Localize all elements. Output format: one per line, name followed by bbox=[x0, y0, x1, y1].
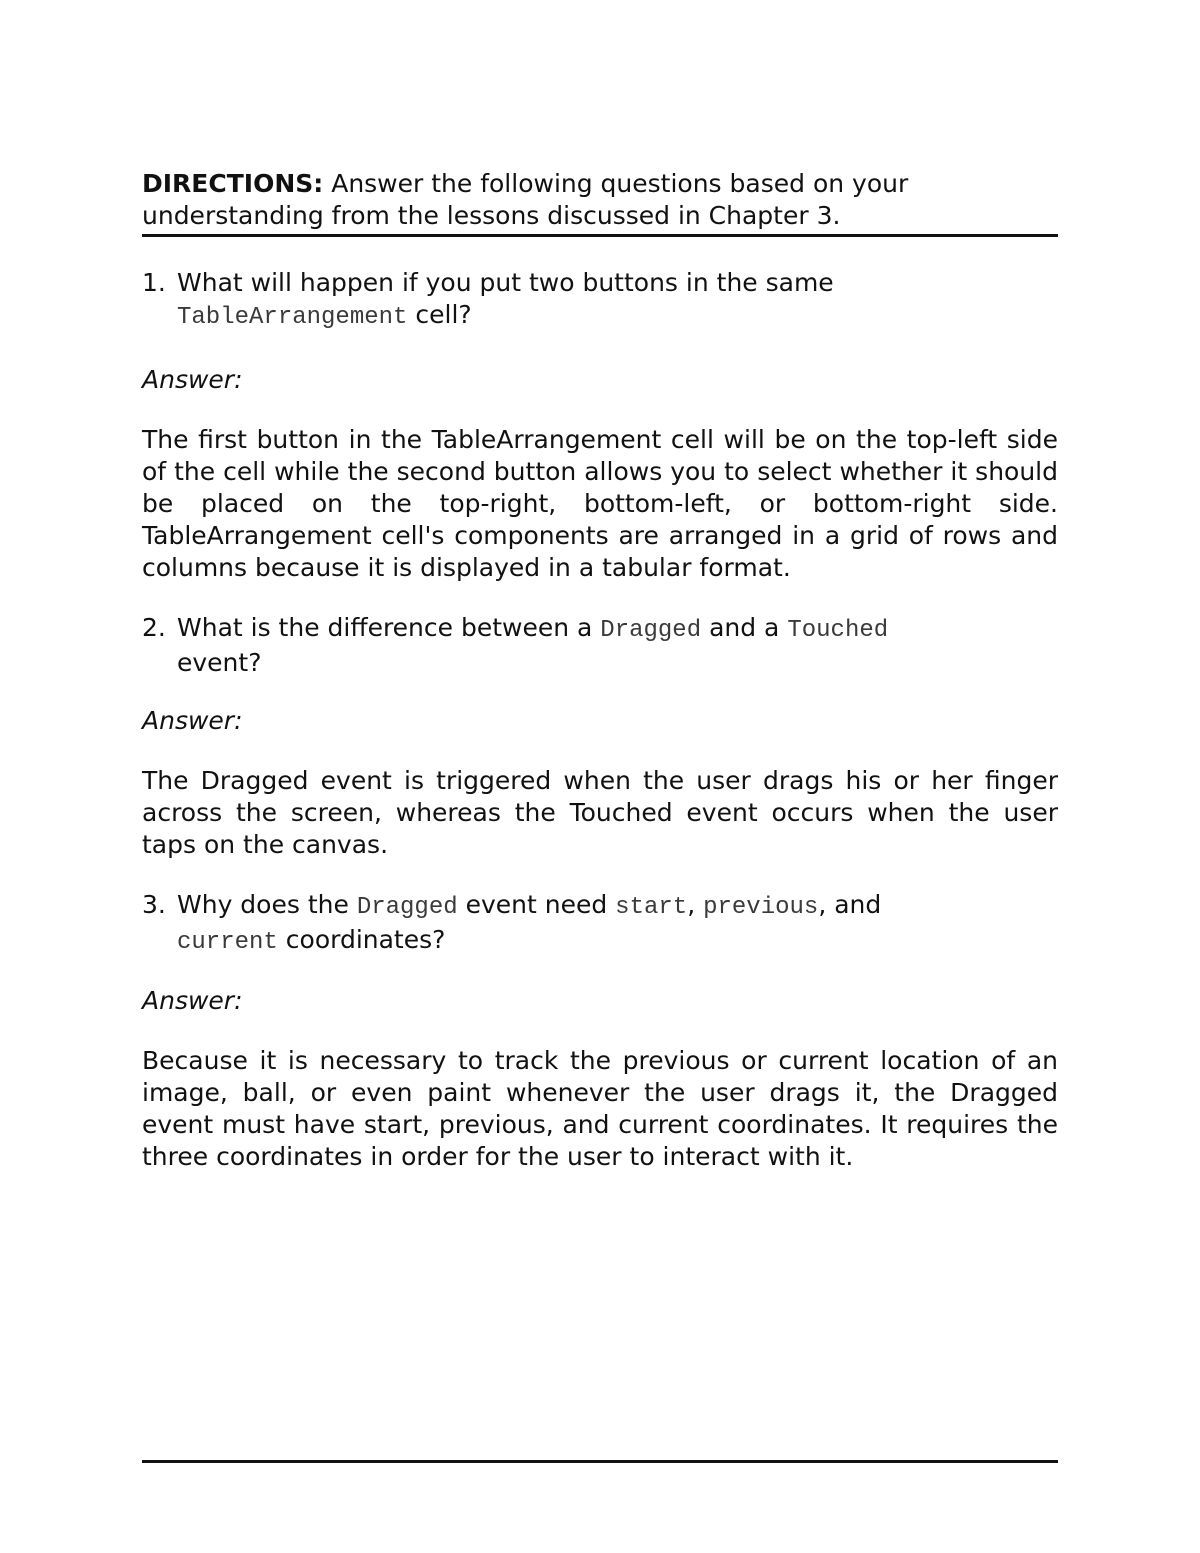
code-term: current bbox=[177, 929, 278, 956]
code-term: Touched bbox=[787, 617, 889, 644]
answer-label: Answer: bbox=[142, 706, 243, 735]
question-text bbox=[177, 267, 1058, 334]
question-2 bbox=[142, 612, 1058, 679]
code-term: start bbox=[615, 894, 688, 921]
question-1 bbox=[142, 267, 1058, 334]
directions-label: DIRECTIONS: bbox=[142, 169, 324, 198]
code-term: previous bbox=[703, 894, 819, 921]
question-number: 2. bbox=[142, 613, 166, 642]
answer-text: Because it is necessary to track the previous or current location of an image, ball, or even paint whenever the user drags it, the Dragged event must have start, previous, and current coordinates. It requires the three coordinates in order for the user to interact with it. bbox=[142, 1046, 1058, 1171]
question-text-part: What will happen if you put two buttons in the same bbox=[177, 268, 834, 297]
directions-text: Answer the following questions based on your understanding from the lessons discussed in Chapter 3. bbox=[142, 169, 909, 230]
code-term: Dragged bbox=[356, 894, 458, 921]
question-text-part: event need bbox=[457, 890, 616, 919]
directions bbox=[142, 168, 1058, 237]
question-number: 1. bbox=[142, 268, 166, 297]
worksheet-page bbox=[142, 168, 1058, 1173]
question-number: 3. bbox=[142, 890, 166, 919]
question-text bbox=[177, 889, 1058, 959]
question-text-part: Why does the bbox=[177, 890, 357, 919]
answer-label: Answer: bbox=[142, 365, 243, 394]
answer-label: Answer: bbox=[142, 986, 243, 1015]
code-term: Dragged bbox=[600, 617, 702, 644]
question-text-part: coordinates? bbox=[277, 925, 446, 954]
answer-text: The first button in the TableArrangement cell will be on the top-left side of the cell while the second button allows you to select whether it should be placed on the top-right, bottom-left, or bottom-right side. TableArrangement cell's components are arranged in a grid of rows and columns because it is displayed in a tabular format. bbox=[142, 425, 1058, 582]
question-text-part: , and bbox=[818, 890, 882, 919]
question-text-part: , bbox=[687, 890, 704, 919]
question-text-part: What is the difference between a bbox=[177, 613, 601, 642]
question-3 bbox=[142, 889, 1058, 959]
question-text-part: event? bbox=[177, 648, 262, 677]
question-text-part: cell? bbox=[407, 300, 472, 329]
question-text bbox=[177, 612, 1058, 679]
footer-divider bbox=[142, 1460, 1058, 1463]
question-text-part: and a bbox=[701, 613, 788, 642]
answer-text: The Dragged event is triggered when the user drags his or her finger across the screen, whereas the Touched event occurs when the user taps on the canvas. bbox=[142, 766, 1058, 859]
code-term: TableArrangement bbox=[177, 304, 408, 331]
